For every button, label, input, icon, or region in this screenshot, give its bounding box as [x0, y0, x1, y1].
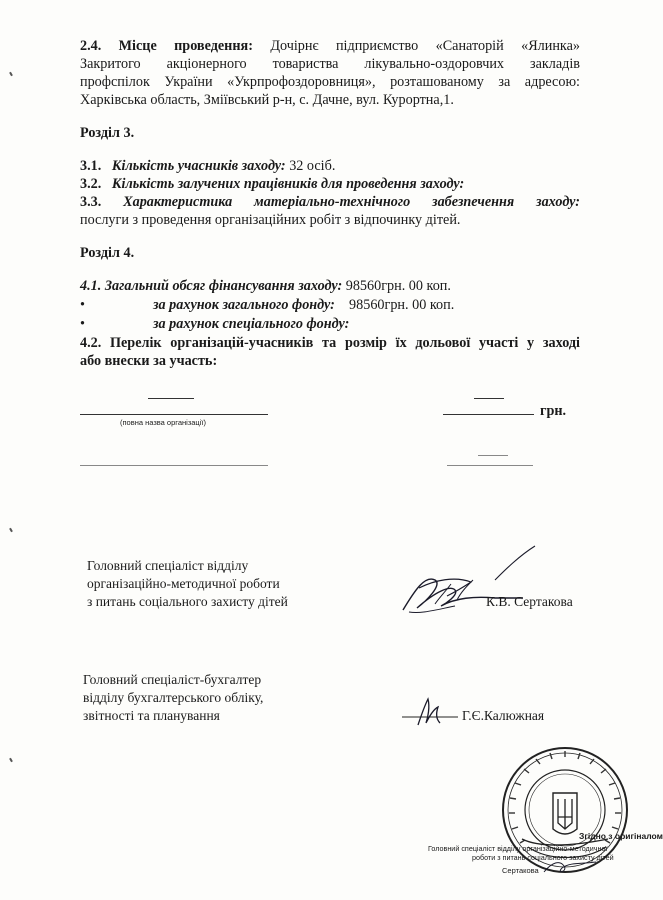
stamp-signature-icon — [542, 856, 598, 878]
item-label: Кількість учасників заходу: — [111, 158, 286, 174]
org-name-line — [80, 414, 268, 415]
section-label: Місце проведення: — [118, 38, 253, 54]
signature-2-icon — [400, 695, 460, 731]
item-value: 98560грн. 00 коп. — [345, 278, 451, 294]
stamp-signer-name: Сертакова — [502, 866, 539, 875]
signer-1-name: К.В. Сертакова — [486, 594, 573, 609]
stamp-text-line-2: роботи з питань соціального захисту дітей — [472, 853, 614, 862]
item-3-3-value: послуги з проведення організаційних робіт з відпочинку дітей. — [80, 212, 461, 228]
blank-line-short — [148, 398, 194, 399]
bullet-glyph: • — [80, 297, 85, 313]
signer-2-title-line-1: Головний спеціаліст-бухгалтер — [83, 672, 262, 687]
section-4-title: Розділ 4. — [80, 245, 135, 261]
bullet-general-fund — [153, 296, 454, 314]
blank-line-short — [478, 455, 508, 456]
item-number: 3.2. — [80, 176, 102, 192]
section-number: 2.4. — [80, 38, 102, 54]
stamp-text-line-1: Головний спеціаліст відділу організаційно-методичної — [428, 844, 608, 853]
signer-2-title-line-2: відділу бухгалтерського обліку, — [83, 690, 264, 705]
margin-mark — [9, 758, 13, 762]
blank-line-short — [474, 398, 504, 399]
item-label: Кількість залучених працівників для проведення заходу: — [111, 176, 465, 192]
bullet-glyph: • — [80, 316, 85, 332]
item-3-1 — [80, 157, 335, 175]
org-name-caption: (повна назва організації) — [120, 418, 206, 427]
signer-1-title-line-2: організаційно-методичної роботи — [87, 576, 280, 591]
blank-line — [80, 465, 268, 466]
bullet-label: за рахунок загального фонду: — [153, 297, 335, 313]
item-3-3 — [80, 193, 580, 211]
item-label: Характеристика матеріально-технічного забезпечення заходу: — [123, 194, 581, 210]
item-4-2-line-2: або внески за участь: — [80, 353, 218, 369]
amount-line — [443, 414, 534, 415]
item-label: 4.1. Загальний обсяг фінансування заходу: — [80, 278, 343, 294]
section-2-4-line-4: Харківська область, Зміївський р-н, с. Дачне, вул. Курортна,1. — [80, 92, 454, 108]
signer-2-name: Г.Є.Калюжная — [462, 708, 545, 723]
bullet-special-fund — [153, 315, 349, 333]
item-number: 3.3. — [80, 194, 102, 210]
item-value: 32 осіб. — [289, 158, 336, 174]
venue-text: Дочірнє підприємство «Санаторій «Ялинка» — [270, 38, 580, 54]
item-3-2 — [80, 175, 464, 193]
margin-mark — [9, 72, 13, 76]
signer-1-title-line-3: з питань соціального захисту дітей — [87, 594, 288, 609]
copy-certification: Згідно з оригіналом — [579, 831, 663, 841]
currency-label: грн. — [540, 403, 567, 419]
section-3-title: Розділ 3. — [80, 125, 135, 141]
item-4-1 — [80, 277, 451, 295]
bullet-value: 98560грн. 00 коп. — [349, 297, 455, 313]
item-4-2-line-1: 4.2. Перелік організацій-учасників та розмір їх дольової участі у заході — [80, 335, 580, 351]
signer-2-title-line-3: звітності та планування — [83, 708, 220, 723]
section-2-4-line-1 — [80, 37, 580, 55]
section-2-4-line-3: профспілок України «Укрпрофоздоровниця», розташованому за адресою: — [80, 74, 580, 90]
section-2-4-line-2: Закритого акціонерного товариства лікувально-оздоровчих закладів — [80, 56, 580, 72]
signer-1-title-line-1: Головний спеціаліст відділу — [87, 558, 249, 573]
bullet-label: за рахунок спеціального фонду: — [153, 316, 350, 332]
margin-mark — [9, 528, 13, 532]
blank-line — [447, 465, 533, 466]
item-number: 3.1. — [80, 158, 102, 174]
